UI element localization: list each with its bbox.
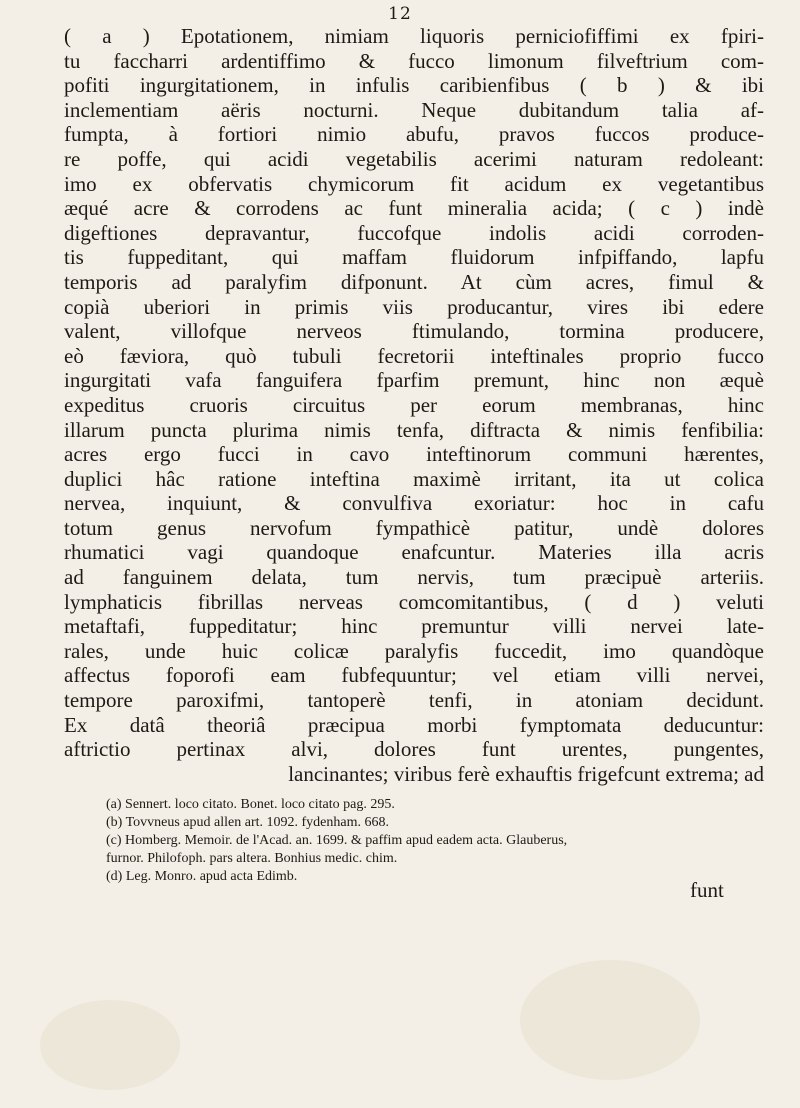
text-line: tu faccharri ardentiffimo & fucco limonum filveftrium com- — [64, 48, 764, 73]
text-line: duplici hâc ratione inteftina maximè irritant, ita ut colica — [64, 466, 764, 491]
text-line: inclementiam aëris nocturni. Neque dubitandum talia af- — [64, 97, 764, 122]
text-line: acres ergo fucci in cavo inteftinorum communi hærentes, — [64, 442, 764, 467]
footnote: (c) Homberg. Memoir. de l'Acad. an. 1699. & paffim apud eadem acta. Glauberus, — [106, 833, 568, 848]
text-line: fumpta, à fortiori nimio abufu, pravos fuccos produce- — [64, 122, 764, 147]
main-text — [64, 24, 764, 786]
footnote: (b) Tovvneus apud allen art. 1092. fydenham. 668. — [106, 815, 389, 830]
catchword: funt — [690, 878, 724, 902]
text-line: rhumatici vagi quandoque enafcuntur. Materies illa acris — [64, 540, 764, 565]
text-line: pofiti ingurgitationem, in infulis caribienfibus ( b ) & ibi — [64, 73, 764, 98]
footnote: (d) Leg. Monro. apud acta Edimb. — [106, 869, 298, 884]
text-line: Ex datâ theoriâ præcipua morbi fymptomata deducuntur: — [64, 712, 764, 737]
paper-stain — [40, 1000, 180, 1090]
text-line: metaftafi, fuppeditatur; hinc premuntur villi nervei late- — [64, 614, 764, 639]
text-line: digeftiones depravantur, fuccofque indolis acidi corroden- — [64, 220, 764, 245]
footnote: furnor. Philofoph. pars altera. Bonhius medic. chim. — [106, 851, 398, 866]
text-line: expeditus cruoris circuitus per eorum membranas, hinc — [64, 392, 764, 417]
text-line: nervea, inquiunt, & convulfiva exoriatur: hoc in cafu — [64, 491, 764, 516]
text-line: illarum puncta plurima nimis tenfa, diftracta & nimis fenfibilia: — [64, 417, 764, 442]
text-line: tis fuppeditant, qui maffam fluidorum infpiffando, lapfu — [64, 245, 764, 270]
text-line: imo ex obfervatis chymicorum fit acidum ex vegetantibus — [64, 171, 764, 196]
text-line: temporis ad paralyfim difponunt. At cùm acres, fimul & — [64, 269, 764, 294]
text-line: re poffe, qui acidi vegetabilis acerimi naturam redoleant: — [64, 146, 764, 171]
text-line: ( a ) Epotationem, nimiam liquoris perniciofiffimi ex fpiri- — [64, 24, 764, 48]
text-line: eò fæviora, quò tubuli fecretorii inteftinales proprio fucco — [64, 343, 764, 368]
text-line: æqué acre & corrodens ac funt mineralia acida; ( c ) indè — [64, 196, 764, 221]
text-line: affectus foporofi eam fubfequuntur; vel etiam villi nervei, — [64, 663, 764, 688]
text-line: copià uberiori in primis viis producantur, vires ibi edere — [64, 294, 764, 319]
text-line: valent, villofque nerveos ftimulando, tormina producere, — [64, 319, 764, 344]
text-line: lancinantes; viribus ferè exhauftis frigefcunt extrema; ad — [288, 761, 764, 786]
text-line: rales, unde huic colicæ paralyfis fuccedit, imo quandòque — [64, 638, 764, 663]
text-line: ingurgitati vafa fanguifera fparfim premunt, hinc non æquè — [64, 368, 764, 393]
text-line: lymphaticis fibrillas nerveas comcomitantibus, ( d ) veluti — [64, 589, 764, 614]
text-line: aftrictio pertinax alvi, dolores funt urentes, pungentes, — [64, 737, 764, 762]
footnote: (a) Sennert. loco citato. Bonet. loco citato pag. 295. — [106, 797, 395, 812]
text-line: tempore paroxifmi, tantoperè tenfi, in atoniam decidunt. — [64, 688, 764, 713]
text-line: totum genus nervofum fympathicè patitur, undè dolores — [64, 515, 764, 540]
paper-stain — [520, 960, 700, 1080]
page-number: 12 — [388, 4, 412, 24]
text-line: ad fanguinem delata, tum nervis, tum præcipuè arteriis. — [64, 565, 764, 590]
footnotes — [106, 796, 766, 886]
